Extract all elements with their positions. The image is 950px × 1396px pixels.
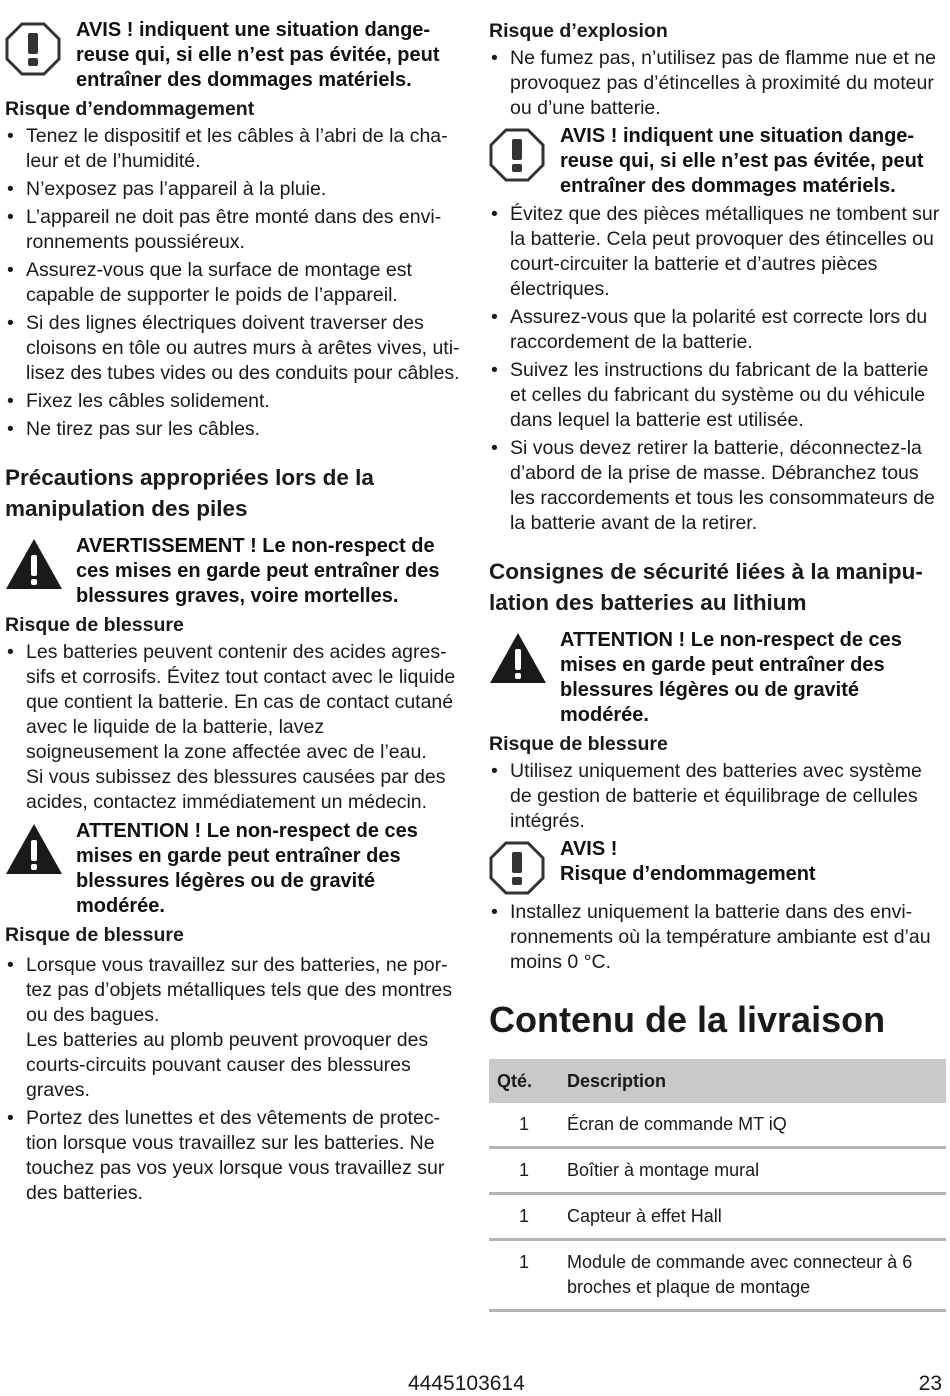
table-row (489, 1148, 946, 1194)
list-item: • L’appareil ne doit pas être monté dans des environnements poussiéreux. (5, 205, 461, 255)
right-column (489, 18, 945, 1312)
notice-exclamation-icon (5, 22, 65, 78)
notice-text: AVIS ! indiquent une situation dangereuse qui, si elle n’est pas évitée, peut entraîner des dommages matériels. (560, 125, 924, 197)
risk-title: Risque de blessure (489, 733, 668, 755)
document-id: 4445103614 (408, 1372, 525, 1395)
notice-text: AVIS ! indiquent une situation dangereuse qui, si elle n’est pas évitée, peut entraîner des dommages matériels. (76, 19, 440, 91)
list-item-text: Les batteries peuvent contenir des acides agressifs et corrosifs. Évitez tout contact avec le liquide que contient la batterie. En cas de contact cutané avec le liquide de la batterie, lavez soigneusement la zone affectée avec de l’eau. (26, 641, 456, 763)
notice-list (489, 202, 945, 536)
column-header-qty: Qté. (489, 1059, 559, 1103)
list-item-continuation: Les batteries au plomb peuvent provoquer des courts-circuits pouvant causer des blessures graves. (26, 1029, 429, 1101)
risk-list (489, 46, 945, 121)
risk-title: Risque d’explosion (489, 20, 668, 42)
description-cell: Boîtier à montage mural (559, 1148, 946, 1194)
delivery-heading: Contenu de la livraison (489, 999, 886, 1040)
list-item: • Si des lignes électriques doivent traverser des cloisons en tôle ou autres murs à arêtes vives, utilisez des tubes vides ou des conduits pour câbles. (5, 311, 461, 386)
risk-list (489, 759, 945, 834)
qty-cell: 1 (489, 1148, 559, 1194)
list-item: • Installez uniquement la batterie dans des environnements où la température ambiante est d’au moins 0 °C. (489, 900, 945, 975)
list-item: • Ne fumez pas, n’utilisez pas de flamme nue et ne provoquez pas d’étincelles à proximité du moteur ou d’une batterie. (489, 46, 945, 121)
list-item: • Tenez le dispositif et les câbles à l’abri de la chaleur et de l’humidité. (5, 124, 461, 174)
notice-label: AVIS ! (560, 838, 618, 860)
list-item-text: Lorsque vous travaillez sur des batteries, ne portez pas d’objets métalliques tels que des montres ou des bagues. (26, 954, 452, 1026)
section-heading: Précautions appropriées lors de la manipulation des piles (5, 465, 374, 521)
list-item (5, 953, 461, 1103)
caution-text: ATTENTION ! Le non-respect de ces mises en garde peut entraîner des blessures légères ou de gravité modérée. (560, 629, 902, 726)
notice-exclamation-icon (489, 841, 549, 897)
list-item: • Fixez les câbles solidement. (5, 389, 461, 414)
qty-cell: 1 (489, 1103, 559, 1148)
notice-block (489, 837, 945, 897)
notice-risk: Risque d’endommagement (560, 863, 816, 885)
description-cell: Module de commande avec connecteur à 6 broches et plaque de montage (559, 1240, 946, 1311)
risk-title: Risque d’endommagement (5, 98, 255, 120)
delivery-table (489, 1059, 946, 1312)
risk-list (5, 124, 461, 442)
qty-cell: 1 (489, 1240, 559, 1311)
left-column (5, 18, 461, 1209)
caution-block (5, 819, 461, 919)
warning-block (5, 534, 461, 609)
warning-text: AVERTISSEMENT ! Le non-respect de ces mises en garde peut entraîner des blessures graves, voire mortelles. (76, 535, 440, 607)
notice-list (489, 900, 945, 975)
risk-title: Risque de blessure (5, 924, 184, 946)
notice-block (489, 124, 945, 199)
qty-cell: 1 (489, 1194, 559, 1240)
description-cell: Écran de commande MT iQ (559, 1103, 946, 1148)
description-cell: Capteur à effet Hall (559, 1194, 946, 1240)
list-item: • Assurez-vous que la surface de montage est capable de supporter le poids de l’appareil. (5, 258, 461, 308)
list-item: • Portez des lunettes et des vêtements de protection lorsque vous travaillez sur les batteries. Ne touchez pas vos yeux lorsque vous travaillez sur des batteries. (5, 1106, 461, 1206)
column-header-description: Description (559, 1059, 946, 1103)
table-header-row (489, 1059, 946, 1103)
warning-triangle-icon (5, 823, 65, 879)
list-item: • Si vous devez retirer la batterie, déconnectez-la d’abord de la prise de masse. Débranchez tous les raccordements et tous les consommateurs de la batterie avant de la retirer. (489, 436, 945, 536)
list-item: • Évitez que des pièces métalliques ne tombent sur la batterie. Cela peut provoquer des étincelles ou court-circuiter la batterie et d’autres pièces électriques. (489, 202, 945, 302)
list-item: • Assurez-vous que la polarité est correcte lors du raccordement de la batterie. (489, 305, 945, 355)
list-item (5, 640, 461, 815)
warning-triangle-icon (5, 538, 65, 594)
list-item: • Suivez les instructions du fabricant de la batterie et celles du fabricant du système ou du véhicule dans lequel la batterie est utilisée. (489, 358, 945, 433)
section-heading: Consignes de sécurité liées à la manipulation des batteries au lithium (489, 559, 923, 615)
list-item: • Ne tirez pas sur les câbles. (5, 417, 461, 442)
warning-triangle-icon (489, 632, 549, 688)
table-row (489, 1103, 946, 1148)
table-row (489, 1194, 946, 1240)
risk-list (5, 953, 461, 1206)
page-number: 23 (918, 1372, 942, 1395)
risk-title: Risque de blessure (5, 614, 184, 636)
list-item: • Utilisez uniquement des batteries avec système de gestion de batterie et équilibrage de cellules intégrés. (489, 759, 945, 834)
notice-block (5, 18, 461, 93)
table-row (489, 1240, 946, 1311)
list-item: • N’exposez pas l’appareil à la pluie. (5, 177, 461, 202)
caution-text: ATTENTION ! Le non-respect de ces mises en garde peut entraîner des blessures légères ou de gravité modérée. (76, 820, 418, 917)
risk-list (5, 640, 461, 815)
list-item-continuation: Si vous subissez des blessures causées par des acides, contactez immédiatement un médecin. (26, 766, 446, 813)
notice-text (560, 837, 945, 887)
caution-block (489, 628, 945, 728)
notice-exclamation-icon (489, 128, 549, 184)
